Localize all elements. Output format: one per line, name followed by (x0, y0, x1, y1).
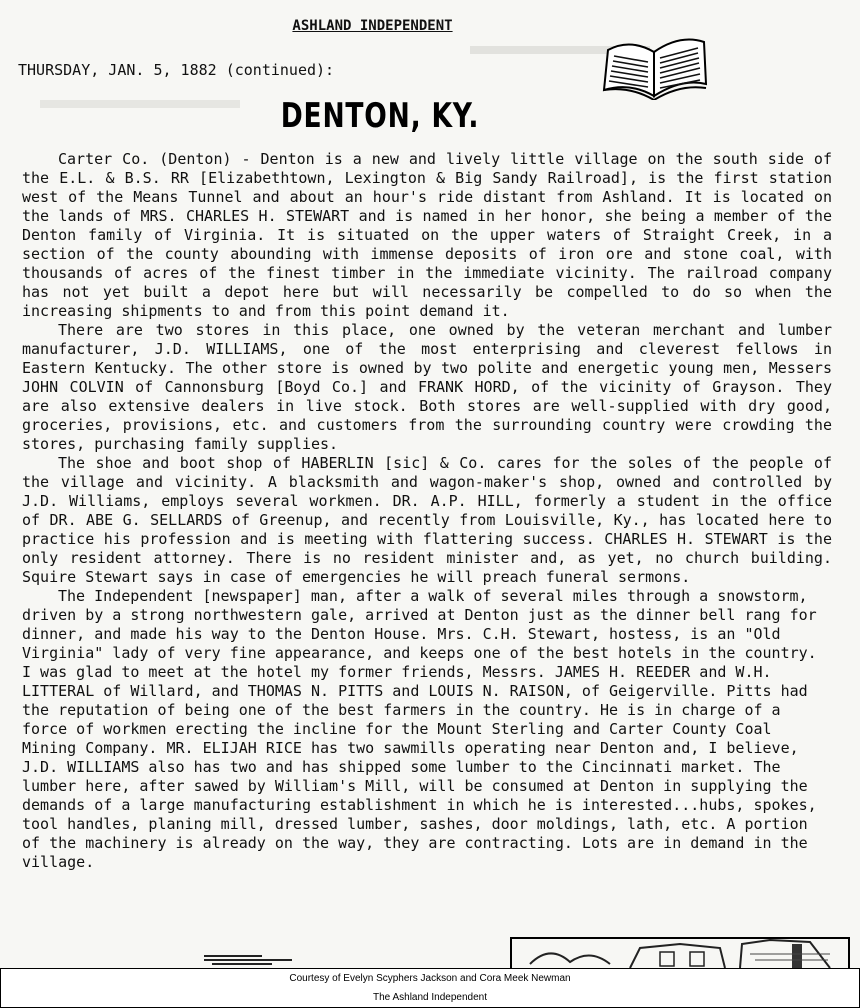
credit-line: Courtesy of Evelyn Scyphers Jackson and Cora Meek Newman (0, 968, 860, 989)
source-line: The Ashland Independent (0, 988, 860, 1008)
article-body (22, 150, 832, 872)
illustration-fragment (202, 952, 302, 968)
headline: DENTON, KY. (280, 96, 480, 136)
article-paragraph: The Independent [newspaper] man, after a walk of several miles through a snowstorm, driven by a strong northwestern gale, arrived at Denton just as the dinner bell rang for dinner, and made his way to the Denton House. Mrs. C.H. Stewart, hostess, is an "Old Virginia" lady of very fine appearance, and keeps one of the best hotels in the country. I was glad to meet at the hotel my former friends, Messrs. JAMES H. REEDER and W.H. LITTERAL of Willard, and THOMAS N. PITTS and LOUIS N. RAISON, of Geigerville. Pitts had the reputation of being one of the best farmers in the country. He is in charge of a force of workmen erecting the incline for the Mount Sterling and Carter County Coal Mining Company. MR. ELIJAH RICE has two sawmills operating near Denton and, I believe, J.D. WILLIAMS also has two and has shipped some lumber to the Cincinnati market. The lumber here, after sawed by William's Mill, will be consumed at Denton in supplying the demands of a large manufacturing establishment in which he is interested...hubs, spokes, tool handles, planing mill, dressed lumber, sashes, door moldings, lath, etc. A portion of the machinery is already on the way, they are contracting. Lots are in demand in the village. (22, 587, 817, 871)
house-illustration-fragment (510, 934, 850, 968)
article-paragraph: There are two stores in this place, one owned by the veteran merchant and lumber manufacturer, J.D. WILLIAMS, one of the most enterprising and cleverest fellows in Eastern Kentucky. The other store is owned by two polite and energetic young men, Messers JOHN COLVIN of Cannonsburg [Boyd Co.] and FRANK HORD, of the vicinity of Grayson. They are also extensive dealers in live stock. Both stores are well-supplied with dry good, groceries, provisions, etc. and customers from the surrounding country were crowding the stores, purchasing family supplies. (22, 321, 832, 453)
dateline: THURSDAY, JAN. 5, 1882 (continued): (18, 61, 335, 79)
open-book-icon (600, 28, 710, 100)
masthead: ASHLAND INDEPENDENT (292, 18, 453, 34)
article-paragraph: Carter Co. (Denton) - Denton is a new and lively little village on the south side of the E.L. & B.S. RR [Elizabethtown, Lexington & Big Sandy Railroad], is the first station west of the Means Tunnel and about an hour's ride distant from Ashland. It is located on the lands of MRS. CHARLES H. STEWART and is named in her honor, she being a member of the Denton family of Virginia. It is situated on the upper waters of Straight Creek, in a section of the county abounding with immense deposits of iron ore and stone coal, with thousands of acres of the finest timber in the immediate vicinity. The railroad company has not yet built a depot here but will necessarily be compelled to do so when the increasing shipments to and from this point demand it. (22, 150, 832, 320)
article-paragraph: The shoe and boot shop of HABERLIN [sic] & Co. cares for the soles of the people of the village and vicinity. A blacksmith and wagon-maker's shop, owned and controlled by J.D. Williams, employs several workmen. DR. A.P. HILL, formerly a student in the office of DR. ABE G. SELLARDS of Greenup, and recently from Louisville, Ky., has located here to practice his profession and is meeting with flattering success. CHARLES H. STEWART is the only resident attorney. There is no resident minister and, as yet, no church building. Squire Stewart says in case of emergencies he will preach funeral sermons. (22, 454, 832, 586)
